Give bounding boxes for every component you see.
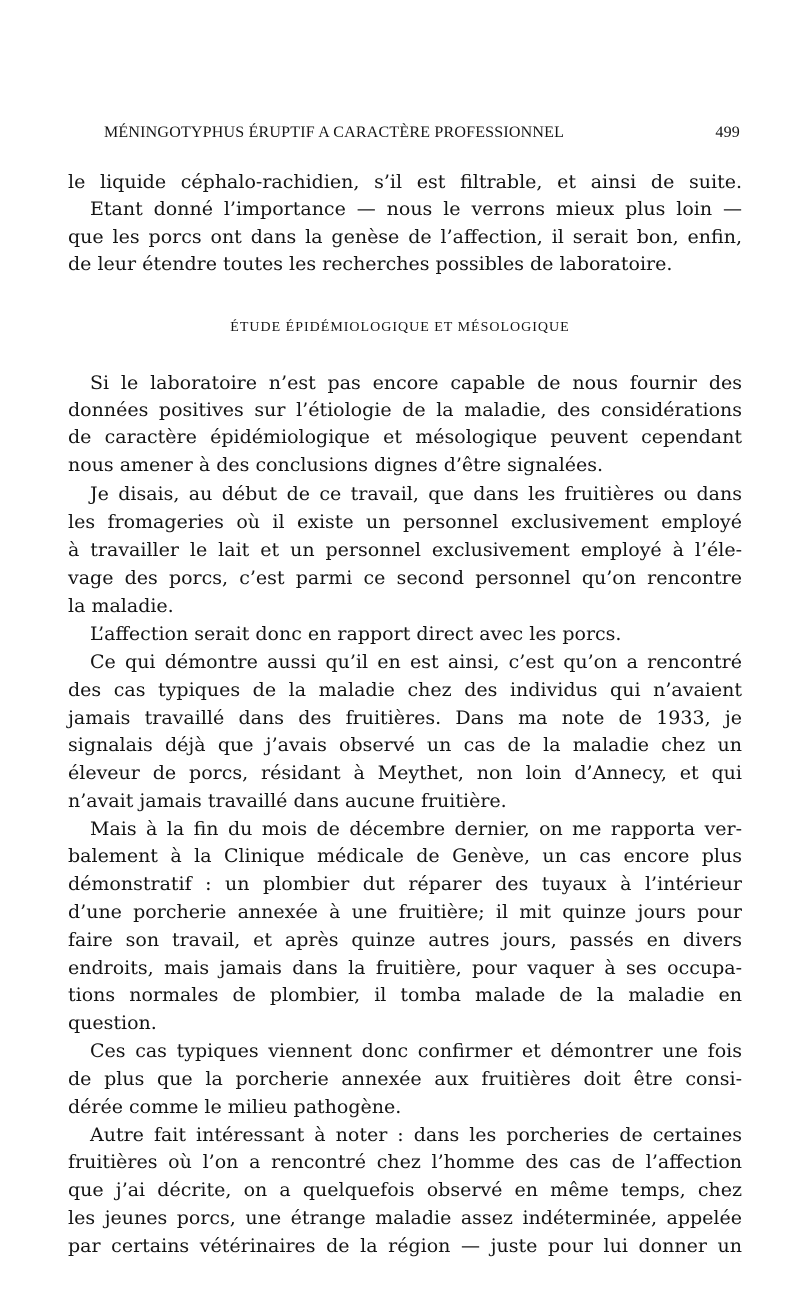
section-heading: ÉTUDE ÉPIDÉMIOLOGIQUE ET MÉSOLOGIQUE [230,320,570,335]
page-number: 499 [715,124,740,141]
text-line: Autre fait intéressant à noter : dans les porcheries de certaines [90,1124,742,1146]
text-line: dérée comme le milieu pathogène. [68,1096,402,1118]
running-head [104,124,740,148]
text-line: des cas typiques de la maladie chez des individus qui n’avaient [68,679,742,701]
text-line: faire son travail, et après quinze autres jours, passés en divers [68,929,742,951]
text-line: Ce qui démontre aussi qu’il en est ainsi, c’est qu’on a rencontré [90,651,742,673]
text-line: balement à la Clinique médicale de Genève, un cas encore plus [68,845,742,867]
text-line: Si le laboratoire n’est pas encore capable de nous fournir des [90,372,742,394]
text-line: signalais déjà que j’avais observé un cas de la maladie chez un [68,734,742,756]
text-line: de plus que la porcherie annexée aux fruitières doit être consi- [68,1068,742,1090]
text-line: L’affection serait donc en rapport direct avec les porcs. [90,623,622,645]
text-line: à travailler le lait et un personnel exclusivement employé à l’éle- [68,539,742,561]
text-line: endroits, mais jamais dans la fruitière, pour vaquer à ses occupa- [68,957,742,979]
text-line: fruitières où l’on a rencontré chez l’homme des cas de l’affection [68,1151,742,1173]
text-line: tions normales de plombier, il tomba malade de la maladie en [68,984,742,1006]
text-line: éleveur de porcs, résidant à Meythet, non loin d’Annecy, et qui [68,762,742,784]
text-line: Mais à la fin du mois de décembre dernier, on me rapporta ver- [90,818,742,840]
text-line: Je disais, au début de ce travail, que dans les fruitières ou dans [90,483,742,505]
text-line: vage des porcs, c’est parmi ce second personnel qu’on rencontre [68,567,742,589]
text-line: la maladie. [68,595,174,617]
text-line: Etant donné l’importance — nous le verrons mieux plus loin — [90,198,742,220]
running-head-title: MÉNINGOTYPHUS ÉRUPTIF A CARACTÈRE PROFESSIONNEL [104,124,565,141]
text-line: le liquide céphalo-rachidien, s’il est filtrable, et ainsi de suite. [68,171,742,193]
text-line: jamais travaillé dans des fruitières. Dans ma note de 1933, je [68,707,742,729]
text-line: nous amener à des conclusions dignes d’être signalées. [68,454,604,476]
text-line: d’une porcherie annexée à une fruitière; il mit quinze jours pour [68,901,742,923]
text-line: les fromageries où il existe un personnel exclusivement employé [68,511,742,533]
text-line: question. [68,1012,157,1034]
text-line: que les porcs ont dans la genèse de l’affection, il serait bon, enfin, [68,226,742,248]
text-line: Ces cas typiques viennent donc confirmer et démontrer une fois [90,1040,742,1062]
text-line: les jeunes porcs, une étrange maladie assez indéterminée, appelée [68,1207,742,1229]
text-line: démonstratif : un plombier dut réparer des tuyaux à l’intérieur [68,873,742,895]
text-line: de caractère épidémiologique et mésologique peuvent cependant [68,426,742,448]
text-line: de leur étendre toutes les recherches possibles de laboratoire. [68,253,673,275]
text-line: que j’ai décrite, on a quelquefois observé en même temps, chez [68,1179,742,1201]
text-line: n’avait jamais travaillé dans aucune fruitière. [68,790,507,812]
text-line: données positives sur l’étiologie de la maladie, des considérations [68,399,742,421]
text-line: par certains vétérinaires de la région — juste pour lui donner un [68,1235,742,1257]
